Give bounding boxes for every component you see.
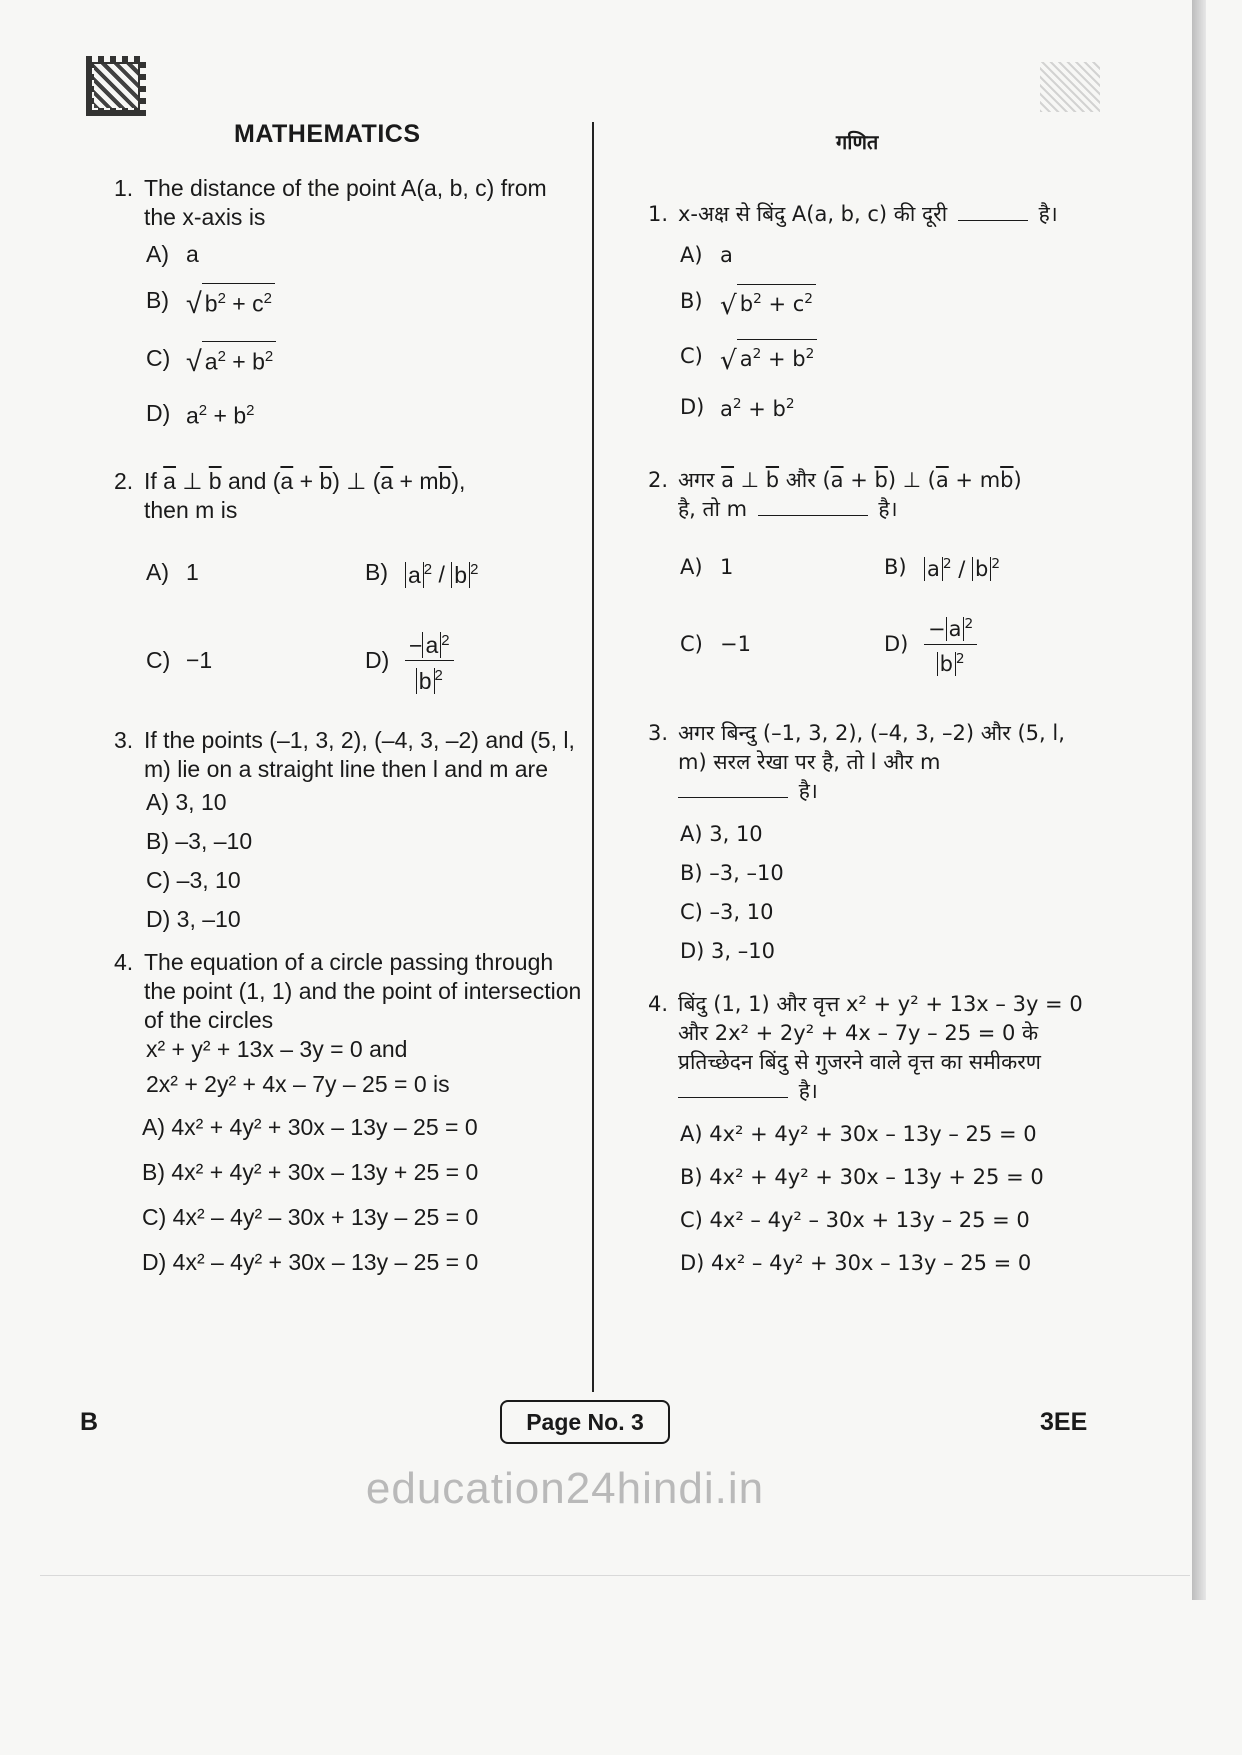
answer-blank bbox=[678, 1097, 788, 1098]
answer-blank bbox=[758, 515, 868, 516]
column-divider bbox=[592, 122, 594, 1392]
option-d: D) 3, –10 bbox=[146, 905, 241, 932]
question-text: बिंदु (1, 1) और वृत्त x² + y² + 13x – 3y = 0 और 2x² + 2y² + 4x – 7y – 25 = 0 के प्रतिच्छेदन बिंदु से गुजरने वाले वृत्त का समीकरण है। bbox=[678, 992, 1083, 1103]
option-a: A) a bbox=[680, 243, 733, 267]
question-text: The distance of the point A(a, b, c) from the x-axis is bbox=[144, 175, 547, 230]
option-b: B) –3, –10 bbox=[680, 861, 784, 885]
option-d: D) 4x² – 4y² + 30x – 13y – 25 = 0 bbox=[142, 1248, 479, 1275]
page-bottom-rule bbox=[40, 1575, 1190, 1576]
qr-code-icon bbox=[86, 56, 146, 116]
english-column bbox=[114, 174, 584, 1277]
booklet-series: B bbox=[80, 1408, 99, 1436]
equation-2: 2x² + 2y² + 4x – 7y – 25 = 0 is bbox=[146, 1070, 450, 1097]
paper-code: 3EE bbox=[1040, 1408, 1088, 1436]
option-a: A) a bbox=[146, 241, 199, 267]
option-c: C) −1 bbox=[680, 632, 751, 656]
option-d: D) $a^2 + b^2$ bbox=[680, 394, 795, 421]
option-a: A) 3, 10 bbox=[680, 822, 763, 846]
option-a: A) 3, 10 bbox=[146, 788, 227, 815]
answer-blank bbox=[678, 797, 788, 798]
option-a: A) 1 bbox=[680, 554, 734, 579]
question-1-hindi: 1. x-अक्ष से बिंदु A(a, b, c) की दूरी है। A) a B) √ $b^2 + c^2$ C) √ $a^2 + b^2$ D) $a^2 + b^2$ bbox=[648, 200, 1088, 424]
question-text: अगर $\overline{a}$ ⊥ $\overline{b}$ और $(\overline{a} + \overline{b})$ ⊥ $(\overline{a} + m\overline{b})$ है, तो m है। bbox=[678, 468, 1022, 521]
question-text: अगर बिन्दु (–1, 3, 2), (–4, 3, –2) और (5, l, m) सरल रेखा पर है, तो l और m है। bbox=[678, 721, 1065, 803]
question-4: 4. The equation of a circle passing through the point (1, 1) and the point of intersection of the circles x² + y² + 13x – 3y = 0 and 2x² + 2y² + 4x – 7y – 25 = 0 is A) 4x² + 4y² + 30x – 13y – 25 = 0 B) 4x² + 4y² + 30x – 13y + 25 = 0 C) 4x² – 4y² – 30x + 13y – 25 = 0 D) 4x² – 4y² + 30x – 13y – 25 = 0 bbox=[114, 948, 584, 1277]
question-text: If $\overline{a}$ ⊥ $\overline{b}$ and $(\overline{a} + \overline{b})$ ⊥ $(\overline{a} + m\overline{b})$, then m is bbox=[144, 467, 466, 523]
site-watermark: education24hindi.in bbox=[365, 1464, 765, 1513]
question-text: The equation of a circle passing through the point (1, 1) and the point of intersection of the circles bbox=[144, 948, 582, 1033]
option-c: C) –3, 10 bbox=[146, 866, 241, 893]
subject-heading-english: MATHEMATICS bbox=[234, 120, 421, 148]
question-2: 2. If $\overline{a}$ ⊥ $\overline{b}$ and $(\overline{a} + \overline{b})$ ⊥ $(\overline{a} + m\overline{b})$, then m is A) 1 B) a $^2$ / b $^2$ C) −1 D) $\frac{- a ^2}{b ^2}$ bbox=[114, 467, 584, 696]
option-a: A) 1 bbox=[146, 558, 199, 585]
fraction: $\frac{- a ^2}{b ^2}$ bbox=[405, 626, 454, 696]
option-c: C) √ $a^2 + b^2$ bbox=[680, 339, 1088, 374]
option-b: B) a $^2$ / b $^2$ bbox=[884, 554, 1001, 581]
page-edge-shadow bbox=[1192, 0, 1206, 1600]
option-a: A) 4x² + 4y² + 30x – 13y – 25 = 0 bbox=[680, 1122, 1037, 1146]
option-b: B) √ $b^2 + c^2$ bbox=[680, 284, 1088, 319]
option-d: D) $\frac{- a ^2}{b ^2}$ bbox=[884, 610, 1088, 679]
option-b: B) –3, –10 bbox=[146, 827, 253, 854]
option-c: C) √ $a^2 + b^2$ bbox=[146, 341, 584, 377]
question-text: x-अक्ष से बिंदु A(a, b, c) की दूरी है। bbox=[678, 202, 1058, 226]
sqrt-expression: √ $a^2 + b^2$ bbox=[186, 341, 276, 377]
question-number: 1. bbox=[114, 175, 134, 201]
question-text: If the points (–1, 3, 2), (–4, 3, –2) and (5, l, m) lie on a straight line then l and m are bbox=[144, 726, 575, 782]
option-d: D) $\frac{- a ^2}{b ^2}$ bbox=[365, 626, 584, 696]
option-b: B) a $^2$ / b $^2$ bbox=[365, 558, 479, 588]
question-1 bbox=[114, 174, 584, 431]
option-d: D) $a^2 + b^2$ bbox=[146, 400, 255, 429]
hindi-column bbox=[648, 200, 1088, 1278]
option-d: D) 4x² – 4y² + 30x – 13y – 25 = 0 bbox=[680, 1251, 1032, 1275]
question-3-hindi: 3. अगर बिन्दु (–1, 3, 2), (–4, 3, –2) और (5, l, m) सरल रेखा पर है, तो l और m है। A) 3, 10 B) –3, –10 C) –3, 10 D) 3, –10 bbox=[648, 719, 1088, 966]
question-2-hindi: 2. अगर $\overline{a}$ ⊥ $\overline{b}$ और $(\overline{a} + \overline{b})$ ⊥ $(\overline{a} + m\overline{b})$ है, तो m है। A) 1 B) a $^2$ / b $^2$ C) −1 D) $\frac{- a ^2}{b ^2}$ bbox=[648, 466, 1088, 679]
question-4-hindi: 4. बिंदु (1, 1) और वृत्त x² + y² + 13x – 3y = 0 और 2x² + 2y² + 4x – 7y – 25 = 0 के प्रतिच्छेदन बिंदु से गुजरने वाले वृत्त का समीकरण है। A) 4x² + 4y² + 30x – 13y – 25 = 0 B) 4x² + 4y² + 30x – 13y + 25 = 0 C) 4x² – 4y² – 30x + 13y – 25 = 0 D) 4x² – 4y² + 30x – 13y – 25 = 0 bbox=[648, 990, 1088, 1278]
sqrt-expression: √ $b^2 + c^2$ bbox=[186, 283, 275, 319]
page-number-box: Page No. 3 bbox=[500, 1400, 670, 1444]
option-c: C) −1 bbox=[146, 647, 213, 674]
option-c: C) –3, 10 bbox=[680, 900, 774, 924]
question-3: 3. If the points (–1, 3, 2), (–4, 3, –2) and (5, l, m) lie on a straight line then l and m are A) 3, 10 B) –3, –10 C) –3, 10 D) 3, –10 bbox=[114, 726, 584, 934]
option-b: B) √ $b^2 + c^2$ bbox=[146, 283, 584, 319]
option-c: C) 4x² – 4y² – 30x + 13y – 25 = 0 bbox=[680, 1208, 1030, 1232]
answer-blank bbox=[958, 220, 1028, 221]
option-b: B) 4x² + 4y² + 30x – 13y + 25 = 0 bbox=[142, 1158, 479, 1185]
option-c: C) 4x² – 4y² – 30x + 13y – 25 = 0 bbox=[142, 1203, 479, 1230]
equation-1: x² + y² + 13x – 3y = 0 and bbox=[146, 1035, 408, 1062]
subject-heading-hindi: गणित bbox=[836, 130, 879, 154]
option-b: B) 4x² + 4y² + 30x – 13y + 25 = 0 bbox=[680, 1165, 1044, 1189]
scan-mark bbox=[1040, 62, 1100, 112]
option-d: D) 3, –10 bbox=[680, 939, 775, 963]
option-a: A) 4x² + 4y² + 30x – 13y – 25 = 0 bbox=[142, 1113, 478, 1140]
